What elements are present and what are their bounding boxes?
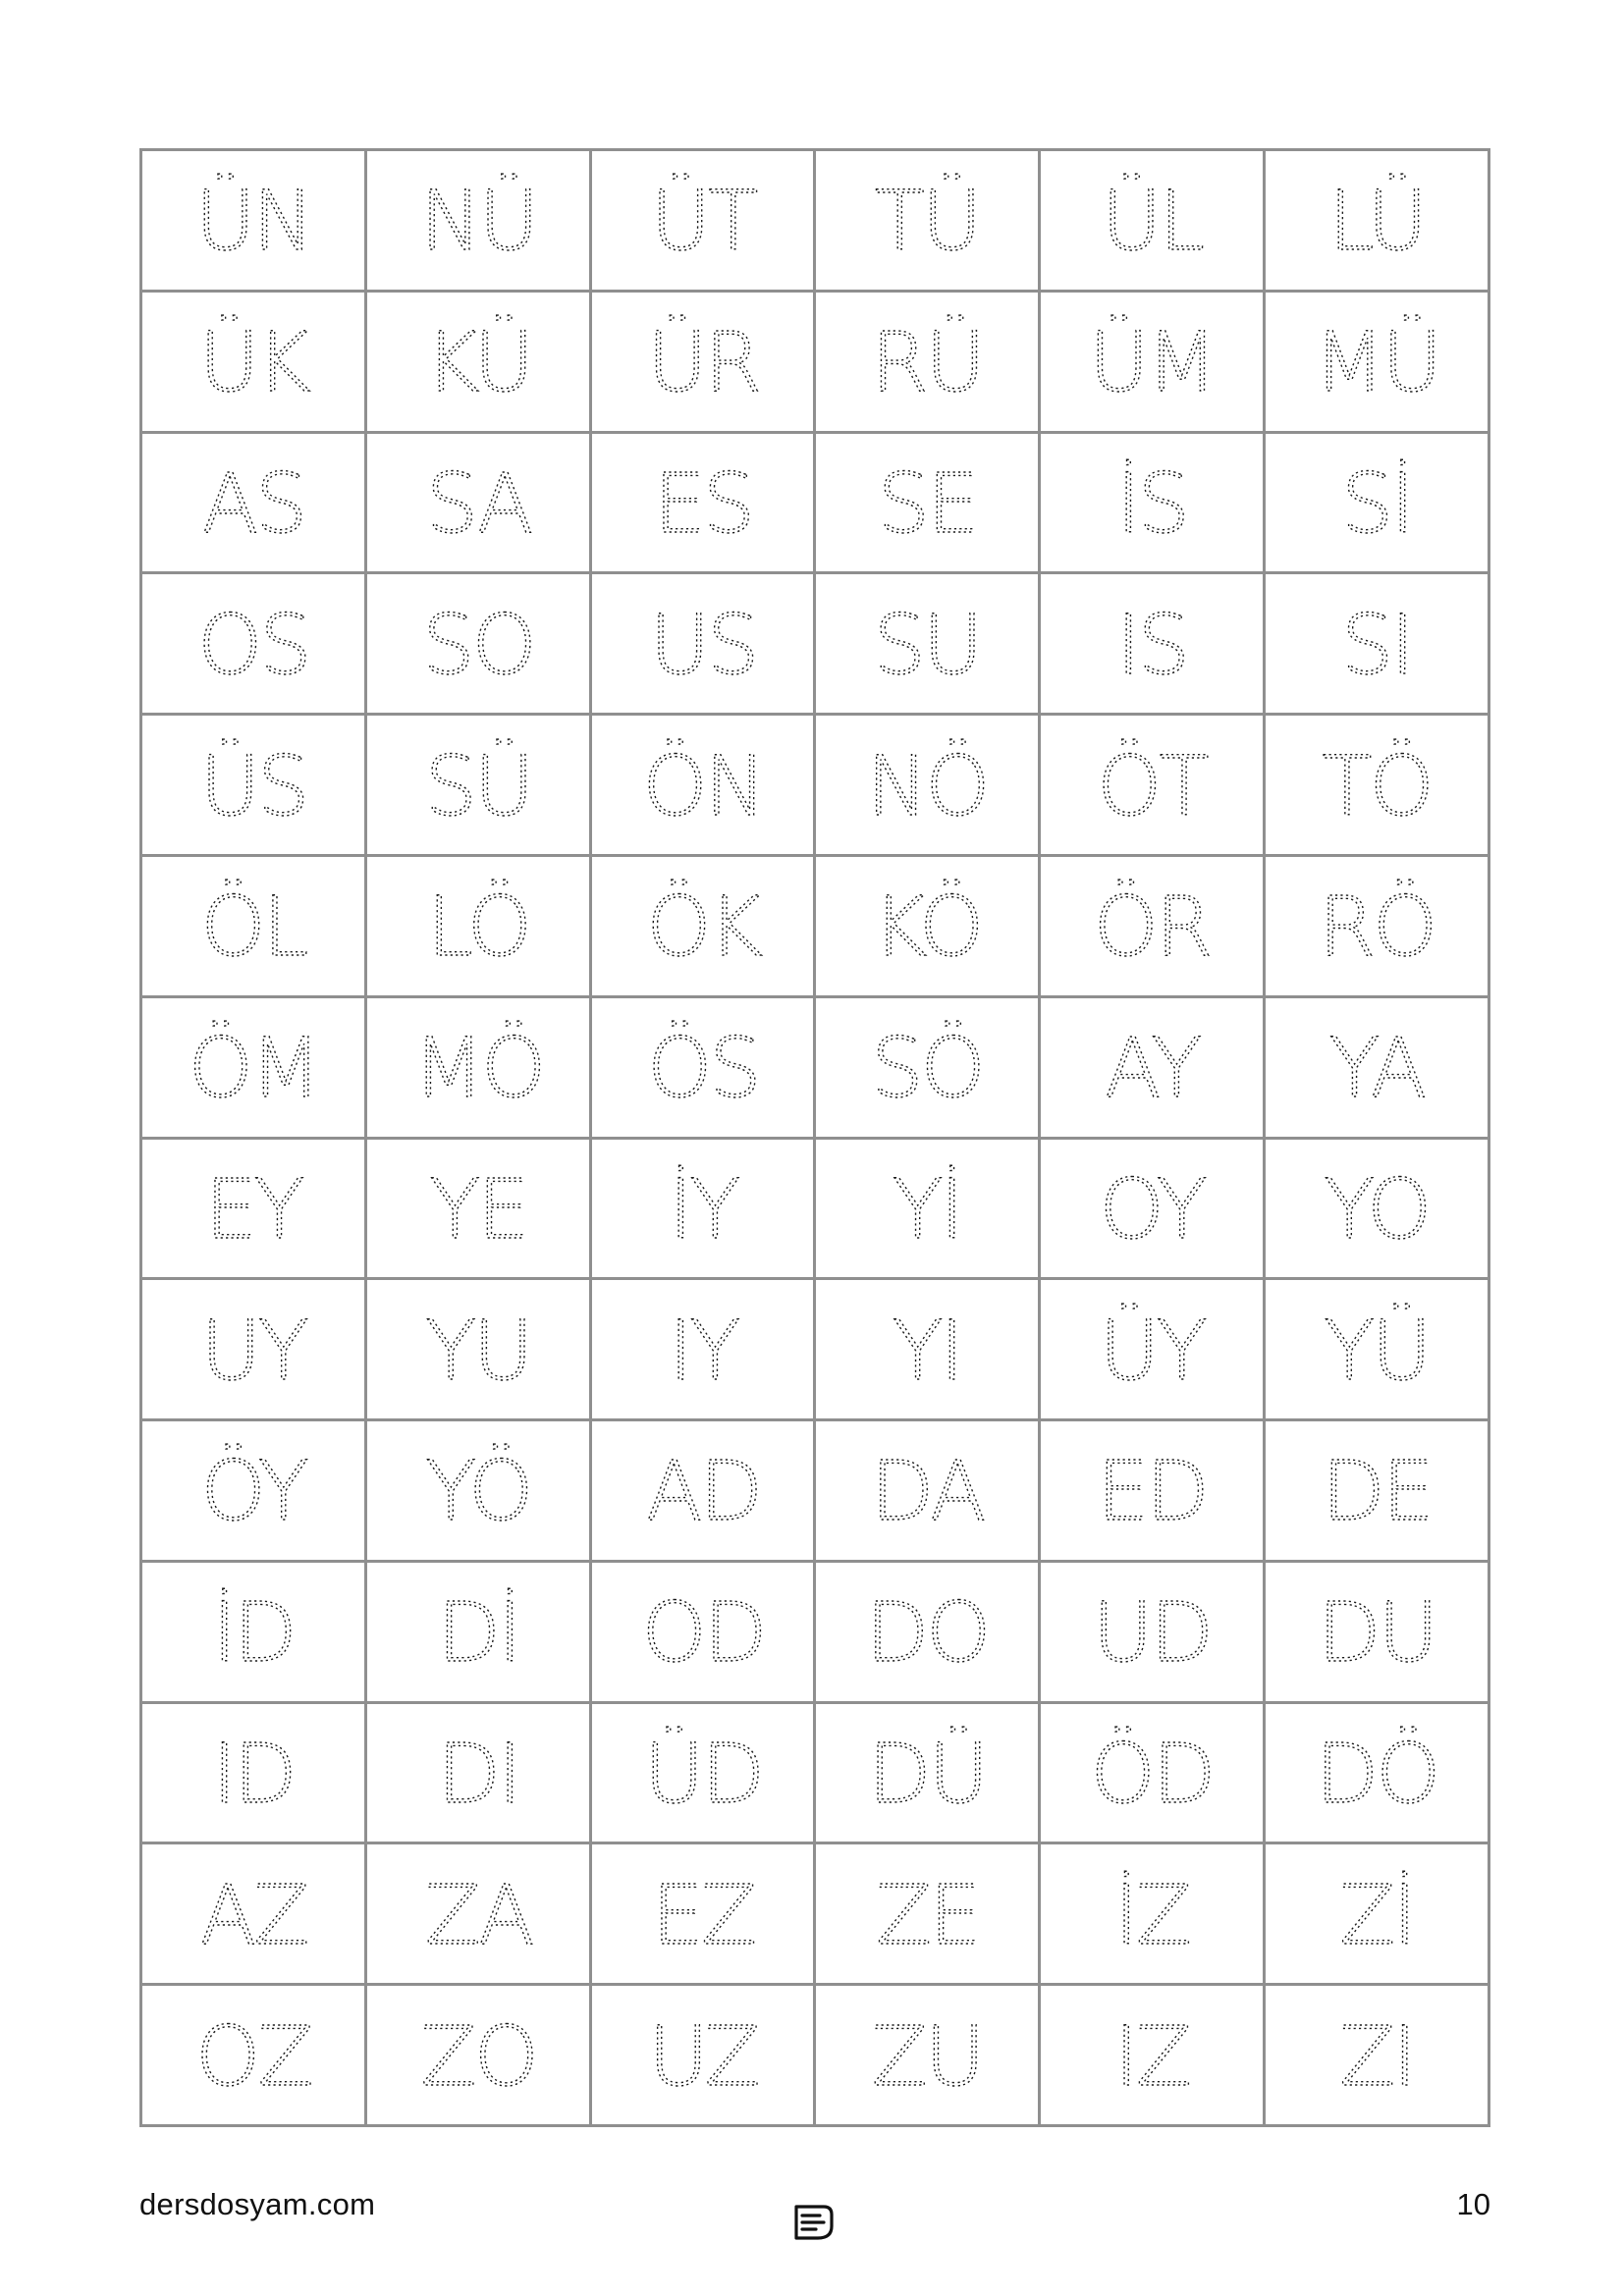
- dotted-syllable: [1047, 1573, 1257, 1690]
- dotted-syllable: [598, 585, 808, 703]
- syllable-cell: [1266, 716, 1490, 857]
- syllable-cell: [1266, 1844, 1490, 1986]
- dotted-syllable: [822, 1855, 1032, 1973]
- syllable-cell: [816, 998, 1041, 1140]
- dotted-syllable: [148, 1291, 358, 1409]
- syllable-cell: [816, 1844, 1041, 1986]
- syllable-cell: [1266, 1704, 1490, 1845]
- syllable-text: AD: [645, 1443, 760, 1540]
- syllable-cell: [142, 293, 367, 434]
- dotted-syllable: [598, 1008, 808, 1126]
- dotted-syllable: [598, 1431, 808, 1549]
- syllable-cell: [592, 151, 817, 293]
- dotted-syllable: [822, 302, 1032, 420]
- syllable-cell: [1041, 1280, 1266, 1421]
- dotted-syllable: [1272, 1291, 1482, 1409]
- syllable-text: YI: [893, 1302, 962, 1399]
- syllable-cell: [816, 1280, 1041, 1421]
- syllable-text: NÖ: [866, 737, 988, 834]
- syllable-cell: [816, 1986, 1041, 2127]
- dotted-syllable: [373, 1997, 583, 2114]
- syllable-text: AS: [201, 454, 305, 552]
- syllable-cell: [367, 574, 592, 716]
- syllable-text: ÖR: [1093, 879, 1211, 976]
- syllable-cell: [816, 1421, 1041, 1563]
- syllable-text: KÖ: [873, 879, 982, 976]
- syllable-text: ÖD: [1090, 1726, 1214, 1823]
- syllable-text: TÖ: [1322, 737, 1432, 834]
- syllable-cell: [367, 1563, 592, 1704]
- syllable-cell: [1266, 434, 1490, 575]
- syllable-cell: [367, 1704, 592, 1845]
- syllable-text: YE: [429, 1160, 526, 1257]
- dotted-syllable: [148, 585, 358, 703]
- dotted-syllable: [1272, 161, 1482, 279]
- syllable-cell: [367, 716, 592, 857]
- syllable-text: ÖT: [1097, 737, 1207, 834]
- dotted-syllable: [373, 867, 583, 985]
- syllable-text: DA: [871, 1443, 984, 1540]
- dotted-syllable: [1272, 1573, 1482, 1690]
- dotted-syllable: [822, 726, 1032, 844]
- syllable-cell: [1266, 857, 1490, 998]
- dotted-syllable: [822, 1714, 1032, 1832]
- dotted-syllable: [822, 1291, 1032, 1409]
- syllable-tracing-grid: [139, 148, 1490, 2127]
- dotted-syllable: [1272, 1149, 1482, 1267]
- syllable-text: UZ: [647, 2007, 758, 2105]
- dotted-syllable: [598, 1149, 808, 1267]
- dotted-syllable: [598, 1997, 808, 2114]
- page-number: 10: [1456, 2187, 1490, 2221]
- dotted-syllable: [148, 444, 358, 561]
- dotted-syllable: [1047, 726, 1257, 844]
- syllable-text: ÖM: [188, 1020, 319, 1117]
- syllable-cell: [367, 857, 592, 998]
- syllable-text: UY: [200, 1302, 306, 1399]
- dotted-syllable: [148, 1997, 358, 2114]
- dotted-syllable: [1272, 1008, 1482, 1126]
- syllable-cell: [142, 1563, 367, 1704]
- syllable-text: YÜ: [1324, 1302, 1430, 1399]
- syllable-cell: [367, 151, 592, 293]
- dotted-syllable: [1047, 1291, 1257, 1409]
- syllable-cell: [1266, 293, 1490, 434]
- syllable-cell: [1266, 1140, 1490, 1281]
- syllable-cell: [367, 1986, 592, 2127]
- syllable-text: DO: [866, 1584, 989, 1682]
- syllable-text: YÖ: [425, 1443, 531, 1540]
- syllable-cell: [1266, 151, 1490, 293]
- dotted-syllable: [822, 1008, 1032, 1126]
- syllable-cell: [142, 1844, 367, 1986]
- dotted-syllable: [1047, 585, 1257, 703]
- syllable-cell: [367, 998, 592, 1140]
- dotted-syllable: [822, 585, 1032, 703]
- syllable-cell: [1266, 1986, 1490, 2127]
- syllable-text: OZ: [195, 2007, 311, 2105]
- syllable-text: IS: [1116, 596, 1188, 693]
- syllable-cell: [1041, 151, 1266, 293]
- dotted-syllable: [1272, 1997, 1482, 2114]
- syllable-cell: [142, 1140, 367, 1281]
- syllable-text: SO: [422, 596, 534, 693]
- syllable-cell: [142, 857, 367, 998]
- syllable-cell: [592, 1563, 817, 1704]
- dotted-syllable: [1047, 1997, 1257, 2114]
- syllable-cell: [142, 1704, 367, 1845]
- dotted-syllable: [373, 1855, 583, 1973]
- syllable-cell: [816, 1704, 1041, 1845]
- dotted-syllable: [148, 302, 358, 420]
- syllable-cell: [142, 1280, 367, 1421]
- syllable-text: ID: [212, 1726, 295, 1823]
- syllable-cell: [142, 434, 367, 575]
- syllable-text: ZE: [876, 1866, 979, 1963]
- syllable-cell: [816, 151, 1041, 293]
- dotted-syllable: [373, 444, 583, 561]
- dotted-syllable: [598, 1714, 808, 1832]
- syllable-cell: [1266, 1280, 1490, 1421]
- syllable-text: İY: [668, 1160, 737, 1257]
- syllable-text: ÜR: [646, 314, 759, 411]
- syllable-text: SÜ: [424, 737, 532, 834]
- dotted-syllable: [373, 1149, 583, 1267]
- syllable-text: RÖ: [1318, 879, 1435, 976]
- syllable-cell: [592, 1140, 817, 1281]
- syllable-cell: [367, 1421, 592, 1563]
- syllable-text: ÖN: [642, 737, 764, 834]
- dotted-syllable: [373, 1291, 583, 1409]
- syllable-cell: [816, 857, 1041, 998]
- syllable-cell: [1041, 434, 1266, 575]
- syllable-cell: [592, 1986, 817, 2127]
- syllable-text: ÜT: [650, 173, 755, 270]
- syllable-text: ZO: [419, 2007, 536, 2105]
- dotted-syllable: [598, 867, 808, 985]
- syllable-cell: [1041, 1563, 1266, 1704]
- syllable-text: DI: [437, 1726, 519, 1823]
- syllable-cell: [1266, 574, 1490, 716]
- syllable-text: DÖ: [1315, 1726, 1438, 1823]
- syllable-text: İD: [212, 1584, 295, 1682]
- syllable-cell: [1041, 1140, 1266, 1281]
- syllable-text: Dİ: [437, 1584, 519, 1682]
- syllable-cell: [1041, 574, 1266, 716]
- syllable-text: Zİ: [1338, 1866, 1415, 1963]
- syllable-cell: [592, 998, 817, 1140]
- dotted-syllable: [598, 1291, 808, 1409]
- document-lines-icon: [790, 2203, 836, 2242]
- syllable-cell: [816, 434, 1041, 575]
- syllable-cell: [367, 1140, 592, 1281]
- syllable-text: OY: [1099, 1160, 1205, 1257]
- syllable-cell: [142, 1421, 367, 1563]
- dotted-syllable: [822, 1573, 1032, 1690]
- dotted-syllable: [1272, 302, 1482, 420]
- dotted-syllable: [1047, 1855, 1257, 1973]
- syllable-text: ÜM: [1089, 314, 1216, 411]
- syllable-text: ÜL: [1102, 173, 1203, 270]
- dotted-syllable: [148, 726, 358, 844]
- dotted-syllable: [148, 1149, 358, 1267]
- dotted-syllable: [1272, 1855, 1482, 1973]
- dotted-syllable: [148, 1008, 358, 1126]
- syllable-text: ÖK: [645, 879, 760, 976]
- syllable-text: LÜ: [1328, 173, 1426, 270]
- dotted-syllable: [1272, 726, 1482, 844]
- dotted-syllable: [373, 1714, 583, 1832]
- dotted-syllable: [598, 302, 808, 420]
- dotted-syllable: [1047, 444, 1257, 561]
- syllable-text: IZ: [1114, 2007, 1190, 2105]
- dotted-syllable: [148, 1714, 358, 1832]
- dotted-syllable: [1272, 585, 1482, 703]
- dotted-syllable: [148, 867, 358, 985]
- dotted-syllable: [1047, 1008, 1257, 1126]
- syllable-text: ÜS: [199, 737, 307, 834]
- syllable-text: İS: [1116, 454, 1188, 552]
- syllable-text: ÜN: [194, 173, 312, 270]
- dotted-syllable: [373, 161, 583, 279]
- footer-website[interactable]: dersdosyam.com: [139, 2187, 376, 2221]
- dotted-syllable: [1272, 1714, 1482, 1832]
- syllable-cell: [1041, 1986, 1266, 2127]
- syllable-cell: [367, 293, 592, 434]
- syllable-text: ED: [1097, 1443, 1208, 1540]
- syllable-text: ÖL: [200, 879, 306, 976]
- dotted-syllable: [598, 161, 808, 279]
- syllable-text: LÖ: [426, 879, 529, 976]
- dotted-syllable: [373, 1008, 583, 1126]
- syllable-text: ÜY: [1099, 1302, 1205, 1399]
- syllable-text: OD: [641, 1584, 764, 1682]
- syllable-text: NÜ: [419, 173, 536, 270]
- syllable-text: YO: [1324, 1160, 1430, 1257]
- dotted-syllable: [148, 1431, 358, 1549]
- dotted-syllable: [373, 585, 583, 703]
- syllable-text: SÖ: [871, 1020, 984, 1117]
- syllable-cell: [592, 1844, 817, 1986]
- syllable-cell: [592, 857, 817, 998]
- dotted-syllable: [822, 1149, 1032, 1267]
- syllable-cell: [816, 1140, 1041, 1281]
- syllable-text: ZA: [424, 1866, 532, 1963]
- dotted-syllable: [822, 161, 1032, 279]
- syllable-cell: [142, 716, 367, 857]
- syllable-text: RÜ: [871, 314, 984, 411]
- syllable-cell: [367, 1844, 592, 1986]
- dotted-syllable: [148, 1573, 358, 1690]
- syllable-cell: [592, 716, 817, 857]
- syllable-text: YU: [425, 1302, 531, 1399]
- dotted-syllable: [822, 444, 1032, 561]
- syllable-cell: [592, 1421, 817, 1563]
- dotted-syllable: [1047, 1431, 1257, 1549]
- syllable-cell: [592, 1704, 817, 1845]
- syllable-cell: [592, 293, 817, 434]
- syllable-text: ZI: [1338, 2007, 1415, 2105]
- syllable-text: DÜ: [868, 1726, 987, 1823]
- dotted-syllable: [598, 726, 808, 844]
- dotted-syllable: [148, 161, 358, 279]
- syllable-text: SA: [425, 454, 530, 552]
- syllable-text: ES: [653, 454, 752, 552]
- syllable-text: DE: [1322, 1443, 1432, 1540]
- syllable-text: DU: [1317, 1584, 1436, 1682]
- syllable-text: Sİ: [1341, 454, 1413, 552]
- syllable-text: İZ: [1114, 1866, 1190, 1963]
- dotted-syllable: [598, 1573, 808, 1690]
- syllable-text: IY: [668, 1302, 737, 1399]
- syllable-cell: [592, 1280, 817, 1421]
- syllable-cell: [1041, 1421, 1266, 1563]
- syllable-cell: [1041, 1844, 1266, 1986]
- syllable-cell: [142, 998, 367, 1140]
- syllable-cell: [816, 293, 1041, 434]
- dotted-syllable: [373, 726, 583, 844]
- syllable-text: EZ: [651, 1866, 754, 1963]
- syllable-cell: [1266, 1421, 1490, 1563]
- syllable-cell: [1266, 998, 1490, 1140]
- dotted-syllable: [1047, 1149, 1257, 1267]
- syllable-cell: [592, 574, 817, 716]
- dotted-syllable: [373, 302, 583, 420]
- syllable-text: US: [649, 596, 756, 693]
- syllable-text: SI: [1341, 596, 1413, 693]
- syllable-cell: [816, 716, 1041, 857]
- syllable-text: ÖS: [646, 1020, 759, 1117]
- dotted-syllable: [1272, 444, 1482, 561]
- syllable-cell: [1041, 857, 1266, 998]
- syllable-text: ÜK: [198, 314, 308, 411]
- dotted-syllable: [1272, 867, 1482, 985]
- syllable-cell: [1041, 1704, 1266, 1845]
- syllable-text: Yİ: [893, 1160, 962, 1257]
- syllable-text: MÜ: [1314, 314, 1440, 411]
- syllable-text: KÜ: [424, 314, 531, 411]
- syllable-cell: [142, 1986, 367, 2127]
- syllable-text: ÖY: [200, 1443, 306, 1540]
- syllable-cell: [816, 574, 1041, 716]
- dotted-syllable: [822, 1997, 1032, 2114]
- dotted-syllable: [822, 1431, 1032, 1549]
- syllable-text: ZU: [871, 2007, 983, 2105]
- syllable-text: YA: [1328, 1020, 1425, 1117]
- dotted-syllable: [373, 1573, 583, 1690]
- syllable-cell: [367, 434, 592, 575]
- syllable-text: SU: [874, 596, 981, 693]
- syllable-cell: [592, 434, 817, 575]
- syllable-text: EY: [204, 1160, 302, 1257]
- dotted-syllable: [598, 444, 808, 561]
- dotted-syllable: [822, 867, 1032, 985]
- syllable-cell: [1041, 998, 1266, 1140]
- syllable-text: SE: [878, 454, 977, 552]
- syllable-text: AY: [1105, 1020, 1200, 1117]
- syllable-cell: [142, 574, 367, 716]
- syllable-cell: [1266, 1563, 1490, 1704]
- syllable-text: AZ: [199, 1866, 307, 1963]
- dotted-syllable: [373, 1431, 583, 1549]
- syllable-cell: [1041, 716, 1266, 857]
- dotted-syllable: [1047, 1714, 1257, 1832]
- dotted-syllable: [1047, 867, 1257, 985]
- dotted-syllable: [598, 1855, 808, 1973]
- syllable-cell: [367, 1280, 592, 1421]
- dotted-syllable: [1047, 302, 1257, 420]
- syllable-cell: [816, 1563, 1041, 1704]
- syllable-cell: [142, 151, 367, 293]
- dotted-syllable: [1047, 161, 1257, 279]
- syllable-text: TÜ: [875, 173, 980, 270]
- syllable-text: MÖ: [412, 1020, 544, 1117]
- syllable-text: UD: [1093, 1584, 1212, 1682]
- syllable-text: ÜD: [643, 1726, 762, 1823]
- syllable-cell: [1041, 293, 1266, 434]
- dotted-syllable: [1272, 1431, 1482, 1549]
- syllable-text: OS: [197, 596, 309, 693]
- dotted-syllable: [148, 1855, 358, 1973]
